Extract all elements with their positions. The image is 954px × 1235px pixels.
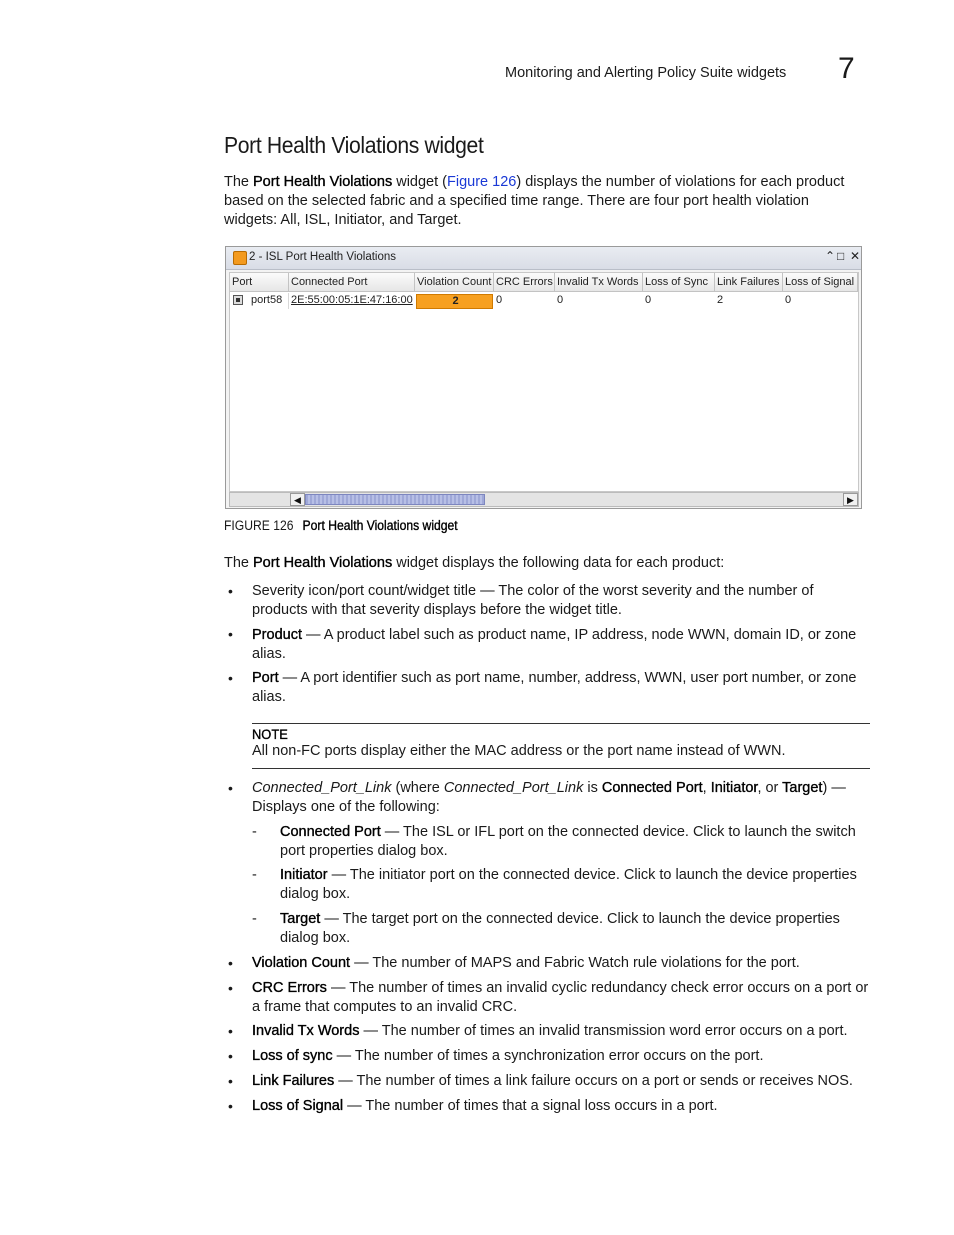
column-header[interactable]: Link Failures: [715, 273, 783, 292]
figure-label: FIGURE 126: [224, 518, 294, 533]
term: Connected_Port_Link: [252, 780, 392, 796]
term: Connected_Port_Link: [443, 780, 584, 796]
maximize-icon[interactable]: □: [837, 249, 845, 263]
running-header: Monitoring and Alerting Policy Suite widgets: [505, 65, 787, 81]
description: ,: [702, 780, 711, 796]
dash-icon: -: [252, 824, 257, 840]
term: Invalid Tx Words: [252, 1023, 360, 1039]
crc-errors-cell: 0: [496, 294, 503, 306]
term: Product: [252, 627, 302, 643]
intro-term: Port Health Violations: [253, 174, 393, 190]
description: — The initiator port on the connected device. Click to launch the device properties dialog box.: [280, 867, 857, 902]
description: — A product label such as product name, IP address, node WWN, domain ID, or zone alias.: [252, 627, 857, 662]
column-header[interactable]: Connected Port: [289, 273, 415, 292]
violations-table: [229, 272, 859, 492]
loss-of-sync-cell: 0: [645, 294, 652, 306]
sub-item-target: [280, 910, 872, 948]
dash-icon: -: [252, 867, 257, 883]
column-header[interactable]: Loss of Sync: [643, 273, 715, 292]
list-item-crc-errors: [252, 979, 870, 1017]
intro-paragraph: [224, 173, 874, 230]
sub-item-connected-port: [280, 823, 872, 861]
term: Initiator: [280, 867, 328, 883]
intro-text: widget (: [392, 174, 448, 190]
column-header[interactable]: Invalid Tx Words: [555, 273, 643, 292]
bullet-icon: •: [228, 1023, 233, 1039]
invalid-tx-words-cell: 0: [557, 294, 564, 306]
term: Violation Count: [252, 955, 351, 971]
term: Link Failures: [252, 1073, 335, 1089]
intro-text: widgets: All, ISL, Initiator, and Target.: [224, 212, 462, 228]
figure-link[interactable]: Figure 126: [447, 174, 517, 190]
description: ) — Displays one of the following:: [252, 780, 846, 815]
scroll-left-icon[interactable]: ◀: [290, 493, 305, 506]
description: — The number of times a link failure occurs on a port or sends or receives NOS.: [334, 1073, 853, 1089]
list-item-severity: Severity icon/port count/widget title — The color of the worst severity and the number of products with that severity displays before the widget title.: [252, 583, 814, 618]
widget-title-bar: [226, 247, 861, 270]
term: Target: [280, 911, 321, 927]
bullet-icon: •: [228, 626, 233, 642]
port-icon: [233, 295, 243, 305]
description: — The target port on the connected device. Click to launch the device properties dialog box.: [280, 911, 840, 946]
note-top-rule: [252, 723, 870, 724]
term: Loss of sync: [252, 1048, 333, 1064]
collapse-icon[interactable]: ⌃: [825, 249, 836, 263]
note-heading: NOTE: [252, 726, 288, 742]
widget-title: 2 - ISL Port Health Violations: [249, 251, 397, 263]
term: Target: [782, 780, 823, 796]
description: — The number of MAPS and Fabric Watch rule violations for the port.: [350, 955, 800, 971]
scroll-right-icon[interactable]: ▶: [843, 493, 858, 506]
list-item-link-failures: [252, 1072, 870, 1091]
lead-term: Port Health Violations: [253, 555, 393, 571]
severity-icon: [233, 251, 247, 265]
bullet-icon: •: [228, 955, 233, 971]
term: Loss of Signal: [252, 1098, 344, 1114]
list-item-loss-of-signal: [252, 1097, 870, 1116]
lead-text: widget displays the following data for each product:: [392, 555, 725, 571]
bullet-icon: •: [228, 980, 233, 996]
column-header[interactable]: Loss of Signal: [783, 273, 858, 292]
list-item-violation-count: [252, 954, 870, 973]
bullet-icon: •: [228, 780, 233, 796]
port-health-violations-widget: [225, 246, 862, 509]
list-item-connected-port-link: [252, 779, 870, 817]
section-title: Port Health Violations widget: [224, 132, 484, 158]
intro-text: based on the selected fabric and a specified time range. There are four port health violation: [224, 193, 809, 209]
term: CRC Errors: [252, 980, 327, 996]
description: — The number of times that a signal loss occurs in a port.: [343, 1098, 718, 1114]
list-item-loss-of-sync: [252, 1047, 870, 1066]
port-cell: port58: [251, 294, 283, 306]
column-header[interactable]: CRC Errors: [494, 273, 555, 292]
description: — The ISL or IFL port on the connected device. Click to launch the switch port properties dialog box.: [280, 824, 856, 859]
bullet-icon: •: [228, 583, 233, 599]
term: Connected Port: [601, 780, 703, 796]
column-header[interactable]: Port: [230, 273, 289, 292]
description: , or: [757, 780, 783, 796]
term: Connected Port: [280, 824, 381, 840]
column-header[interactable]: Violation Count: [415, 273, 494, 292]
description: — The number of times an invalid transmission word error occurs on a port.: [359, 1023, 848, 1039]
sub-item-initiator: [280, 866, 872, 904]
violation-count-cell: 2: [416, 294, 493, 309]
description: — A port identifier such as port name, number, address, WWN, user port number, or zone alias.: [252, 670, 857, 705]
intro-text: The: [224, 174, 254, 190]
connected-port-link[interactable]: 2E:55:00:05:1E:47:16:00: [291, 294, 413, 306]
lead-paragraph: [224, 554, 874, 573]
link-failures-cell: 2: [717, 294, 724, 306]
figure-title: Port Health Violations widget: [302, 518, 458, 533]
loss-of-signal-cell: 0: [785, 294, 792, 306]
description: (where: [391, 780, 444, 796]
bullet-icon: •: [228, 1073, 233, 1089]
dash-icon: -: [252, 911, 257, 927]
term: Port: [252, 670, 279, 686]
bullet-icon: •: [228, 670, 233, 686]
note-text: All non-FC ports display either the MAC address or the port name instead of WWN.: [252, 743, 786, 759]
bullet-icon: •: [228, 1048, 233, 1064]
term: Initiator: [710, 780, 758, 796]
list-item-product: [252, 626, 870, 664]
scroll-thumb[interactable]: [305, 494, 485, 505]
description: — The number of times a synchronization error occurs on the port.: [332, 1048, 764, 1064]
note-bottom-rule: [252, 768, 870, 769]
close-icon[interactable]: ✕: [850, 249, 861, 263]
description: is: [583, 780, 602, 796]
figure-caption: [224, 518, 458, 533]
description: — The number of times an invalid cyclic redundancy check error occurs on a port or a frame that computes to an invalid CRC.: [252, 980, 869, 1015]
horizontal-scrollbar[interactable]: [229, 492, 859, 507]
lead-text: The: [224, 555, 254, 571]
list-item-port: [252, 669, 870, 707]
list-item-invalid-tx-words: [252, 1022, 870, 1041]
bullet-icon: •: [228, 1098, 233, 1114]
chapter-number: 7: [838, 52, 855, 85]
intro-text: ) displays the number of violations for each product: [516, 174, 845, 190]
